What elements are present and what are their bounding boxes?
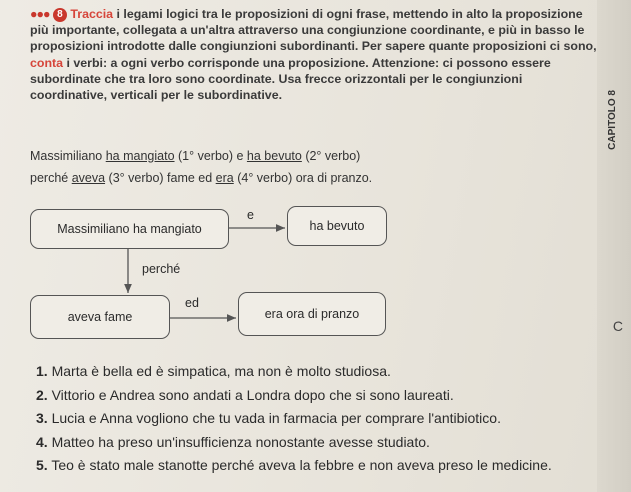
diagram-box-coordinate-clause: ha bevuto [287,206,387,246]
instructions-highlight: conta [30,55,64,70]
instructions-text-2: i verbi: a ogni verbo corrisponde una proposizione. Attenzione: ci possono essere subordinate che tra loro sono coordinate. Usa frecce orizzontali per le congiunzioni coordinative, verticali per le subordinative. [30,55,551,103]
item-number: 3. [36,410,48,426]
example-verb-1: ha mangiato [105,149,175,163]
list-item [36,431,552,455]
connector-e: e [247,208,254,222]
item-text: Lucia e Anna vogliono che tu vada in farmacia per comprare l'antibiotico. [51,410,501,426]
diagram-box-subordinate-1: aveva fame [30,295,170,339]
item-text: Marta è bella ed è simpatica, ma non è molto studiosa. [51,363,391,379]
item-text: Teo è stato male stanotte perché aveva la febbre e non aveva preso le medicine. [51,457,552,473]
item-text: Vittorio e Andrea sono andati a Londra dopo che si sono laureati. [51,386,454,403]
example-text-2: (2° verbo) [301,149,361,163]
example-verb-4: era [215,171,234,185]
exercise-keyword: Traccia [70,7,114,21]
list-item [36,384,552,408]
item-number: 4. [36,433,48,450]
diagram-box-main-clause: Massimiliano ha mangiato [30,209,229,249]
list-item [36,407,552,431]
sentence-list [36,360,552,478]
diagram-box-subordinate-2: era ora di pranzo [238,292,386,336]
chapter-label: CAPITOLO 8 [607,90,618,150]
list-item [36,454,552,478]
side-mark: C [612,318,623,334]
example-verb-3: aveva [71,171,106,185]
list-item [36,360,552,384]
instructions-text-1: i legami logici tra le proposizioni di ogni frase, mettendo in alto la proposizione più importante, collegata a un'altra attraverso una congiunzione coordinante, e più in basso le proposizioni introdotte dalle congiunzioni subordinanti. Per sapere quante proposizioni ci sono, [30,7,597,54]
item-number: 1. [36,363,48,379]
example-text-4: (4° verbo) ora di pranzo. [233,171,373,185]
difficulty-dots: ●●● [30,7,50,21]
example-text-3: (3° verbo) fame ed [105,171,216,185]
connector-perche: perché [142,262,181,276]
item-number: 5. [36,457,48,473]
exercise-number: 8 [53,8,67,22]
example-subject: Massimiliano [30,149,106,163]
example-text-1: (1° verbo) e [174,149,247,163]
item-number: 2. [36,386,48,403]
example-conjunction: perché [30,171,72,185]
item-text: Matteo ha preso un'insufficienza nonostante avesse studiato. [51,433,430,450]
connector-ed: ed [185,296,199,310]
example-verb-2: ha bevuto [246,149,302,163]
